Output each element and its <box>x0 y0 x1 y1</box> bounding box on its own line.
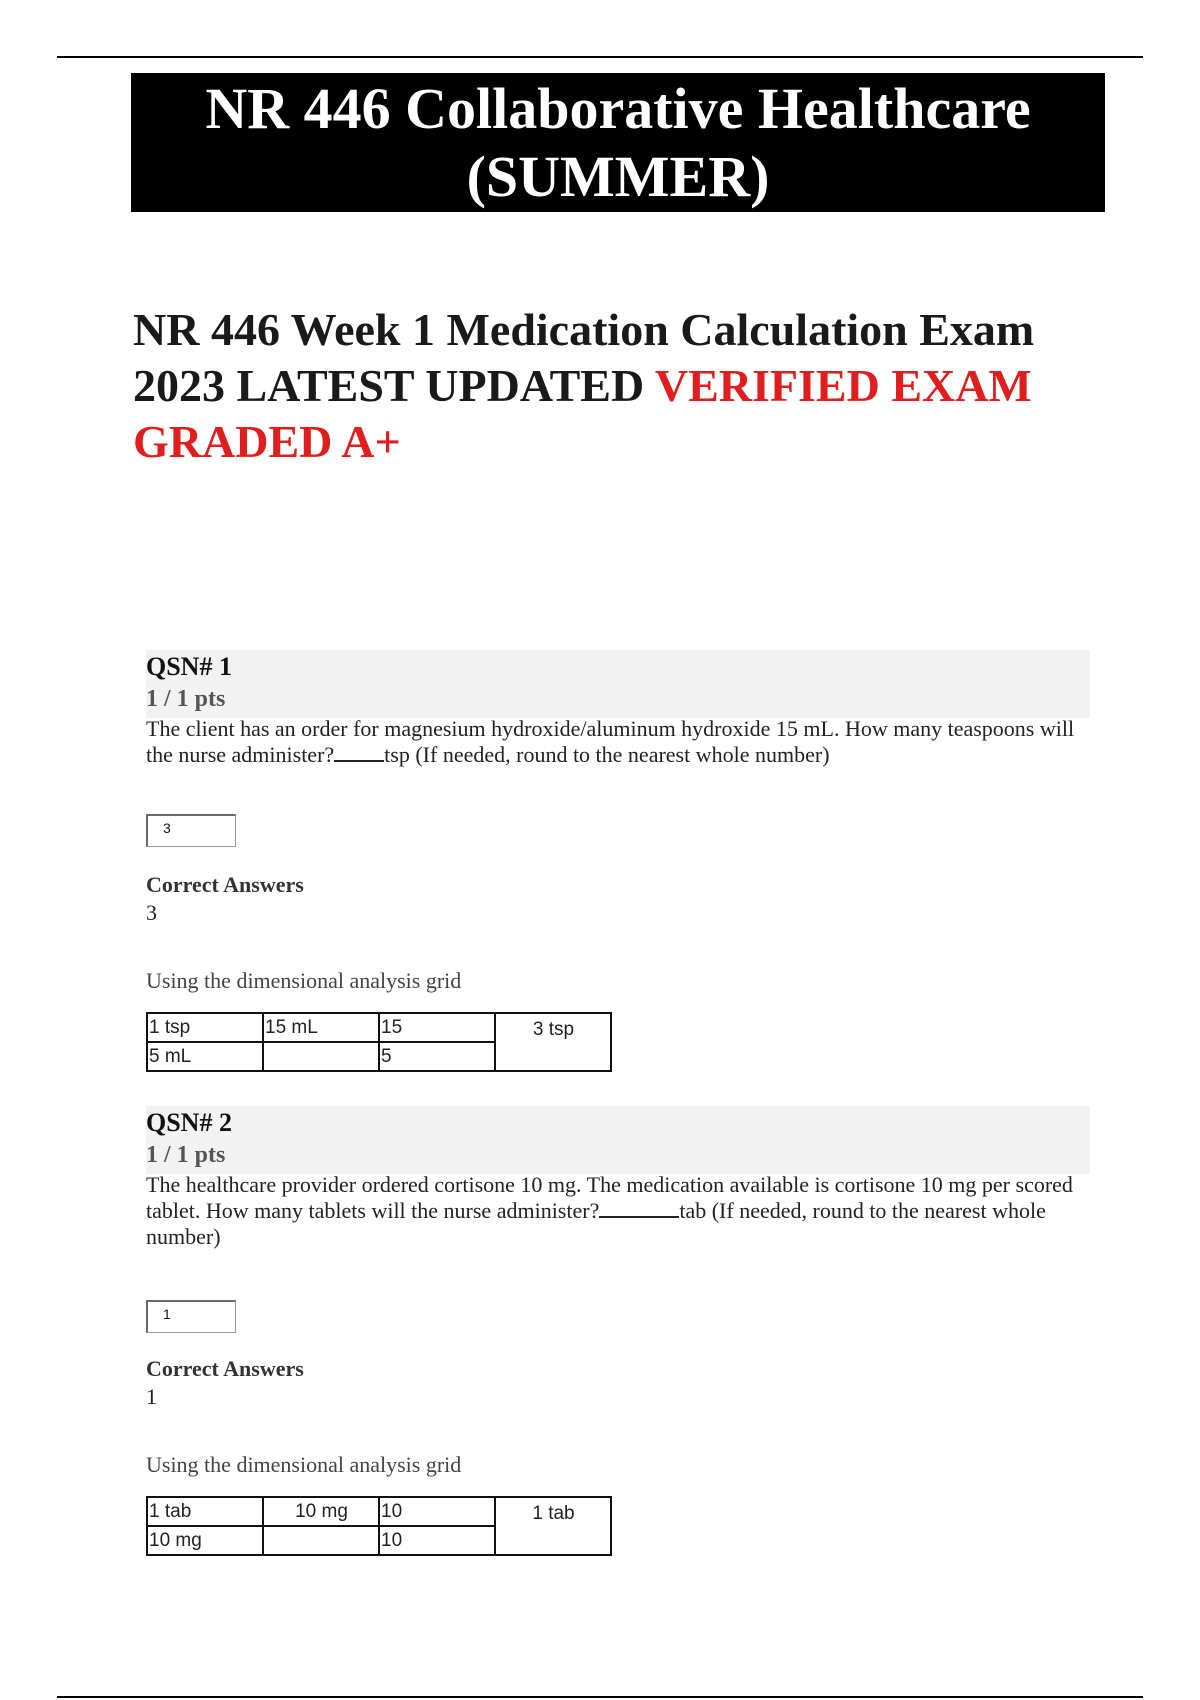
question-points: 1 / 1 pts <box>146 686 226 712</box>
grid-row <box>147 1013 611 1042</box>
top-rule <box>57 56 1143 58</box>
grid-cell <box>263 1042 379 1071</box>
question-text-before: The healthcare provider ordered cortisone 10 mg. The medication available is cortisone 10 mg per scored tablet. How many tablets will the nurse administer? <box>146 1172 1073 1223</box>
dimensional-analysis-grid <box>146 1012 612 1072</box>
question-text <box>146 1172 1090 1250</box>
title-text: NR 446 Week 1 Medication Calculation Exam 2023 LATEST UPDATED <box>133 304 1035 411</box>
question-text-after: tab (If needed, round to the nearest whole number) <box>146 1198 1046 1249</box>
grid-cell: 15 <box>379 1013 495 1042</box>
document-title <box>133 302 1113 470</box>
grid-cell: 1 tsp <box>147 1013 263 1042</box>
grid-cell: 1 tab <box>147 1497 263 1526</box>
banner-line-2: (SUMMER) <box>466 143 770 209</box>
question-number: QSN# 1 <box>146 652 232 681</box>
question-text-after: tsp (If needed, round to the nearest whole number) <box>384 742 830 767</box>
correct-answers-label: Correct Answers <box>146 1356 304 1381</box>
grid-cell: 5 <box>379 1042 495 1071</box>
correct-answer-value: 1 <box>146 1384 157 1409</box>
grid-cell: 10 <box>379 1497 495 1526</box>
correct-answer-value: 3 <box>146 900 157 925</box>
grid-cell: 5 mL <box>147 1042 263 1071</box>
correct-answers-label: Correct Answers <box>146 872 304 897</box>
answer-blank <box>334 742 384 762</box>
course-banner <box>131 73 1105 212</box>
question-header <box>146 1106 1090 1174</box>
question-points: 1 / 1 pts <box>146 1142 226 1168</box>
answer-input[interactable]: 1 <box>146 1300 236 1333</box>
grid-row <box>147 1497 611 1526</box>
question-header <box>146 650 1090 718</box>
grid-cell: 10 mg <box>147 1526 263 1555</box>
grid-result-cell: 3 tsp <box>495 1013 611 1071</box>
grid-cell <box>263 1526 379 1555</box>
grid-cell: 15 mL <box>263 1013 379 1042</box>
dimensional-analysis-grid <box>146 1496 612 1556</box>
grid-cell: 10 mg <box>263 1497 379 1526</box>
bottom-rule <box>57 1696 1143 1698</box>
question-text-before: The client has an order for magnesium hydroxide/aluminum hydroxide 15 mL. How many teaspoons will the nurse administer? <box>146 716 1075 767</box>
answer-blank <box>599 1198 679 1218</box>
question-number: QSN# 2 <box>146 1108 232 1137</box>
banner-line-1: NR 446 Collaborative Healthcare <box>205 75 1031 141</box>
answer-input[interactable]: 3 <box>146 814 236 847</box>
grid-caption: Using the dimensional analysis grid <box>146 968 462 993</box>
grid-caption: Using the dimensional analysis grid <box>146 1452 462 1477</box>
grid-result-cell: 1 tab <box>495 1497 611 1555</box>
title-highlight: VERIFIED EXAM GRADED A+ <box>133 360 1032 467</box>
question-text <box>146 716 1090 768</box>
grid-cell: 10 <box>379 1526 495 1555</box>
